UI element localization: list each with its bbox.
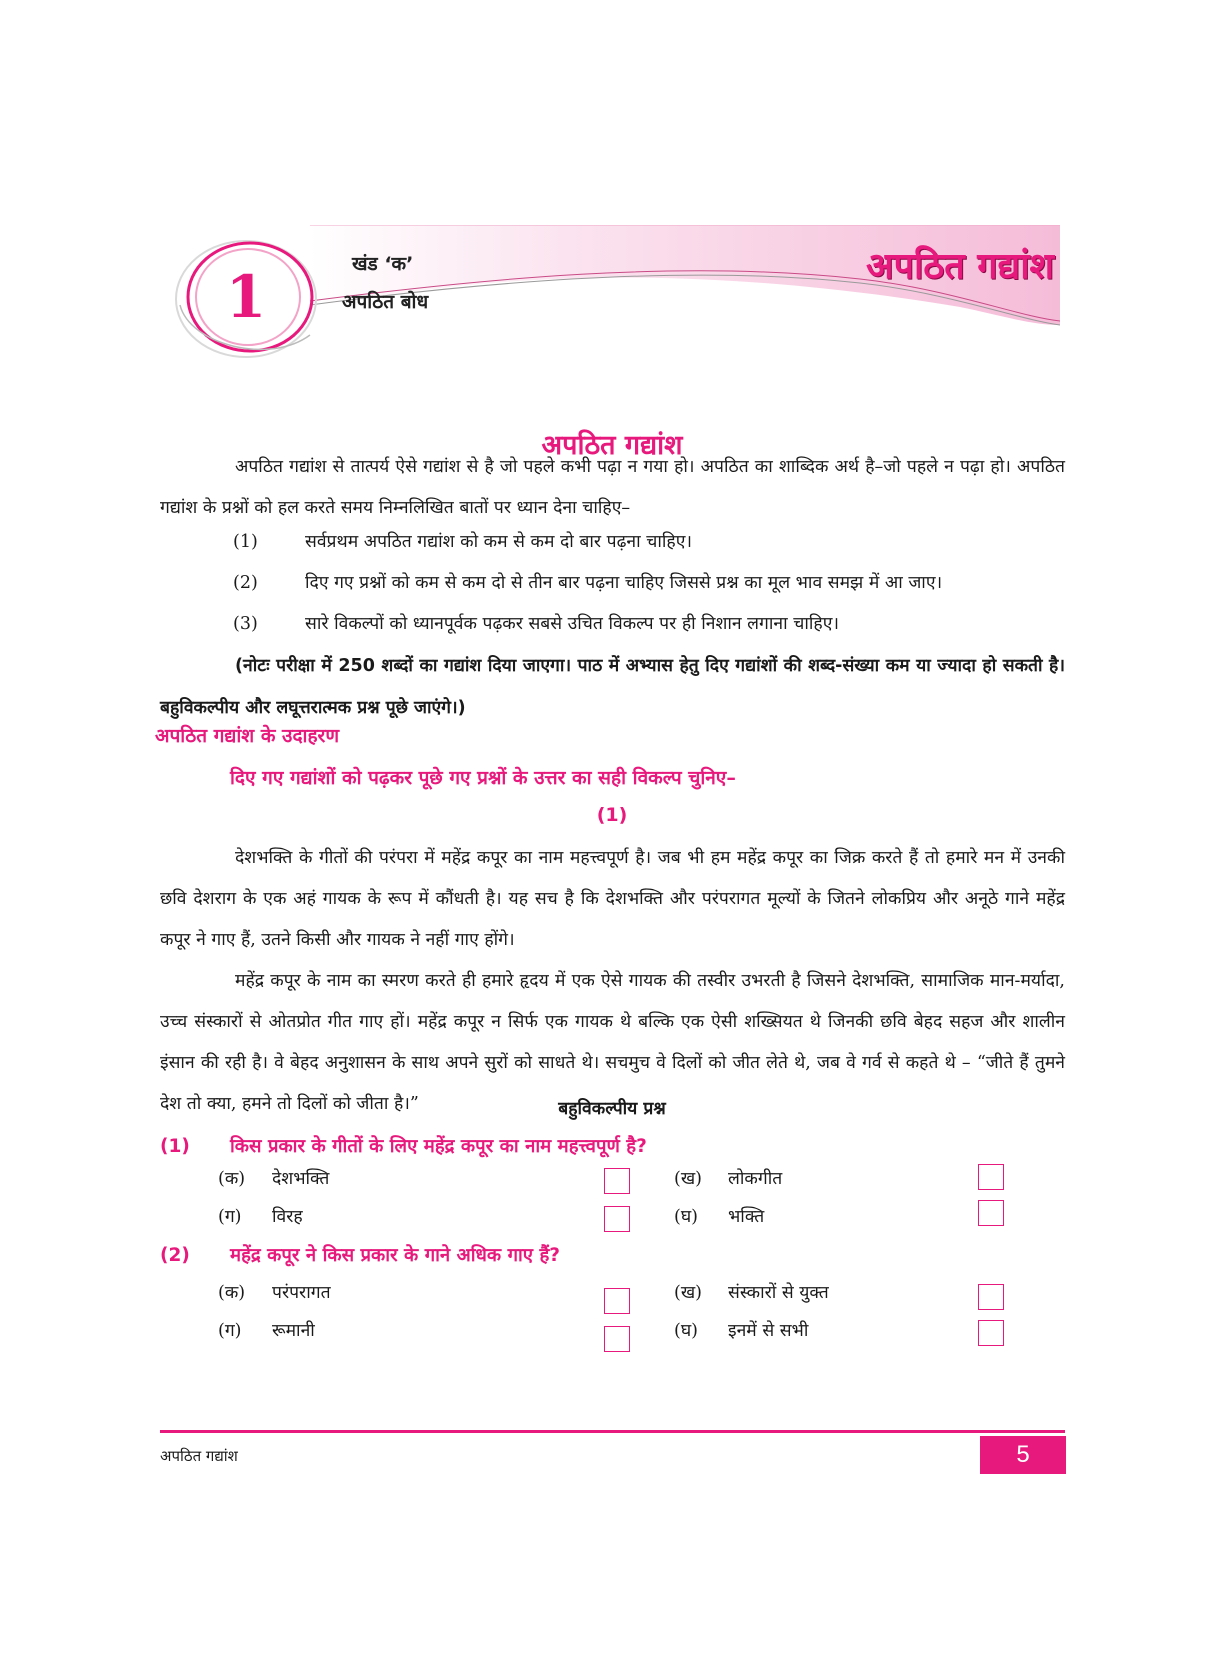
answer-checkbox[interactable] — [978, 1164, 1004, 1190]
list-item-text: सारे विकल्पों को ध्यानपूर्वक पढ़कर सबसे उचित विकल्प पर ही निशान लगाना चाहिए। — [305, 614, 840, 634]
question-2 — [160, 1242, 560, 1267]
option-label: (ख) — [674, 1283, 702, 1303]
option — [218, 1166, 329, 1190]
option-text: लोकगीत — [728, 1169, 783, 1189]
answer-checkbox[interactable] — [978, 1284, 1004, 1310]
option-text: परंपरागत — [272, 1283, 331, 1303]
list-item-number: (1) — [233, 532, 258, 552]
chapter-title: अपठित गद्यांश — [866, 245, 1054, 287]
option-label: (ख) — [674, 1169, 702, 1189]
page-title: अपठित गद्यांश — [541, 430, 683, 461]
section-subtitle: अपठित बोध — [342, 291, 429, 313]
option-text: देशभक्ति — [272, 1169, 330, 1189]
option — [674, 1166, 782, 1190]
examples-heading: अपठित गद्यांश के उदाहरण — [155, 725, 340, 747]
question-1 — [160, 1133, 647, 1158]
option-label: (ग) — [218, 1321, 242, 1341]
list-item — [233, 604, 1073, 645]
option — [218, 1318, 315, 1342]
passage-number: (1) — [596, 804, 628, 826]
option — [218, 1204, 303, 1228]
option — [674, 1318, 808, 1342]
list-item — [233, 563, 1073, 604]
option-text: इनमें से सभी — [728, 1321, 809, 1341]
section-label: खंड ‘क’ — [352, 253, 414, 275]
question-text: महेंद्र कपूर ने किस प्रकार के गाने अधिक गाए हैं? — [230, 1245, 561, 1266]
option-label: (क) — [218, 1169, 246, 1189]
list-item-text: सर्वप्रथम अपठित गद्यांश को कम से कम दो बार पढ़ना चाहिए। — [305, 532, 693, 552]
list-item-number: (2) — [233, 573, 258, 593]
question-number: (2) — [160, 1245, 190, 1266]
footer-divider — [160, 1430, 1065, 1433]
option-text: संस्कारों से युक्त — [728, 1283, 829, 1303]
answer-checkbox[interactable] — [604, 1168, 630, 1194]
option-text: भक्ति — [728, 1207, 765, 1227]
option-text: रूमानी — [272, 1321, 315, 1341]
option-label: (घ) — [674, 1207, 698, 1227]
option-label: (घ) — [674, 1321, 698, 1341]
option-label: (ग) — [218, 1207, 242, 1227]
footer-label: अपठित गद्यांश — [160, 1447, 238, 1465]
answer-checkbox[interactable] — [604, 1206, 630, 1232]
option-text: विरह — [272, 1207, 303, 1227]
list-item-text: दिए गए प्रश्नों को कम से कम दो से तीन बार पढ़ना चाहिए जिससे प्रश्न का मूल भाव समझ में आ जाए। — [305, 573, 943, 593]
intro-paragraph: अपठित गद्यांश से तात्पर्य ऐसे गद्यांश से है जो पहले कभी पढ़ा न गया हो। अपठित का शाब्दिक अर्थ है–जो पहले न पढ़ा हो। अपठित गद्यांश के प्रश्नों को हल करते समय निम्नलिखित बातों पर ध्यान देना चाहिए– — [160, 457, 1065, 518]
answer-checkbox[interactable] — [604, 1326, 630, 1352]
option — [218, 1280, 331, 1304]
passage-paragraph-1: देशभक्ति के गीतों की परंपरा में महेंद्र कपूर का नाम महत्त्वपूर्ण है। जब भी हम महेंद्र कपूर का जिक्र करते हैं तो हमारे मन में उनकी छवि देशराग के एक अहं गायक के रूप में कौंधती है। यह सच है कि देशभक्ति और परंपरागत मूल्यों के जितने लोकप्रिय और अनूठे गाने महेंद्र कपूर ने गाए हैं, उतने किसी और गायक ने नहीं गाए होंगे। — [160, 848, 1065, 950]
answer-checkbox[interactable] — [978, 1320, 1004, 1346]
option — [674, 1280, 829, 1304]
answer-checkbox[interactable] — [978, 1200, 1004, 1226]
list-item — [233, 522, 1073, 563]
page-number: 5 — [980, 1436, 1066, 1474]
chapter-number: 1 — [225, 263, 267, 331]
option — [674, 1204, 764, 1228]
passage-paragraph-2: महेंद्र कपूर के नाम का स्मरण करते ही हमारे हृदय में एक ऐसे गायक की तस्वीर उभरती है जिसने देशभक्ति, सामाजिक मान-मर्यादा, उच्च संस्कारों से ओतप्रोत गीत गाए हों। महेंद्र कपूर न सिर्फ एक गायक थे बल्कि एक ऐसी शख्सियत थे जिनकी छवि बेहद सहज और शालीन इंसान की रही है। वे बेहद अनुशासन के साथ अपने सुरों को साधते थे। सचमुच वे दिलों को जीत लेते थे, जब वे गर्व से कहते थे – “जीते हैं तुमने देश तो क्या, हमने तो दिलों को जीता है।” — [160, 971, 1065, 1114]
instruction: दिए गए गद्यांशों को पढ़कर पूछे गए प्रश्नों के उत्तर का सही विकल्प चुनिए– — [230, 767, 736, 789]
option-label: (क) — [218, 1283, 246, 1303]
exam-note: (नोटः परीक्षा में 250 शब्दों का गद्यांश दिया जाएगा। पाठ में अभ्यास हेतु दिए गद्यांशों की शब्द-संख्या कम या ज्यादा हो सकती है। बहुविकल्पीय और लघूत्तरात्मक प्रश्न पूछे जाएंगे।) — [160, 656, 1065, 718]
mcq-heading: बहुविकल्पीय प्रश्न — [558, 1099, 666, 1119]
question-text: किस प्रकार के गीतों के लिए महेंद्र कपूर का नाम महत्त्वपूर्ण है? — [230, 1136, 647, 1157]
answer-checkbox[interactable] — [604, 1288, 630, 1314]
list-item-number: (3) — [233, 614, 258, 634]
question-number: (1) — [160, 1136, 190, 1157]
